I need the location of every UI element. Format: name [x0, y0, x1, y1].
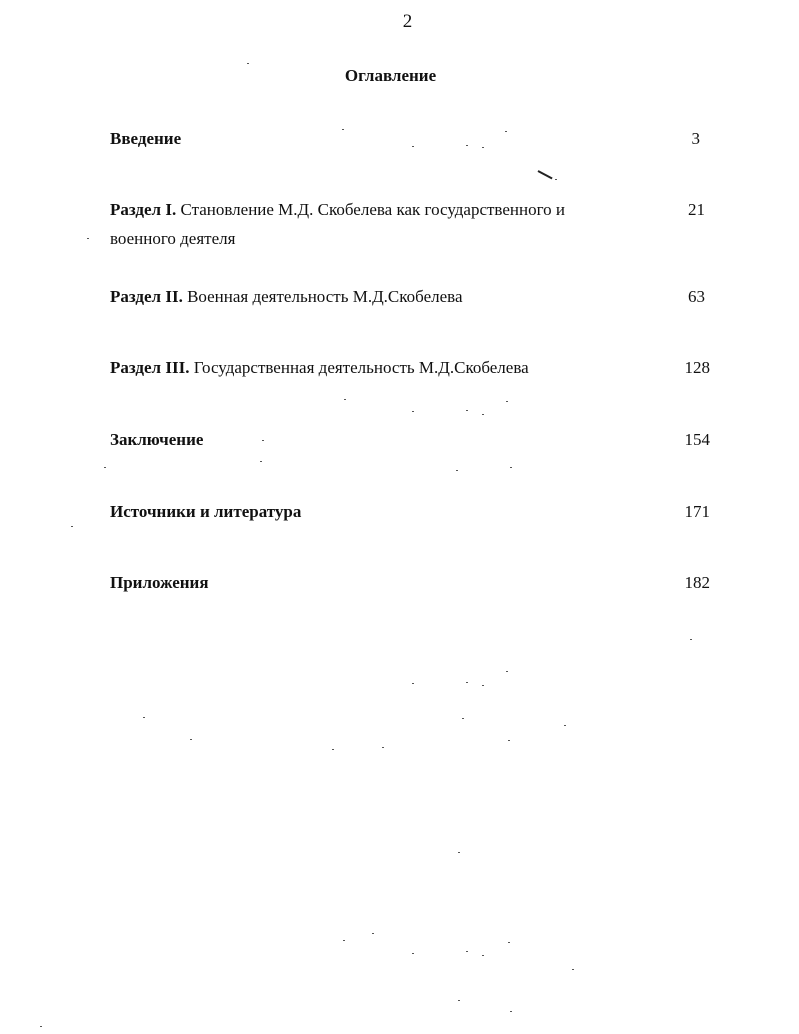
toc-entry-section-1: [110, 195, 710, 253]
scan-speck: [506, 401, 508, 402]
toc-entry-section-3: [110, 353, 710, 382]
toc-entry-title: Военная деятельность М.Д.Скобелева: [182, 287, 463, 306]
scan-speck: [332, 749, 334, 750]
scan-speck: [412, 683, 414, 684]
scan-speck: [466, 951, 468, 952]
scan-speck: [572, 969, 574, 970]
scan-speck: [466, 410, 468, 411]
scan-speck: [40, 1026, 42, 1027]
scan-speck: [482, 955, 484, 956]
toc-entry-text: [110, 425, 630, 454]
toc-entry-conclusion: [110, 425, 710, 454]
toc-entry-text: [110, 353, 630, 382]
scan-speck: [482, 414, 484, 415]
toc-entry-appendices: [110, 568, 710, 597]
scan-speck: [555, 179, 557, 180]
scan-speck: [412, 953, 414, 954]
scan-speck: [505, 131, 507, 132]
toc-entry-label: Заключение: [110, 430, 204, 449]
scan-speck: [458, 1000, 460, 1001]
toc-entry-label: Раздел III.: [110, 358, 190, 377]
toc-entry-title: Государственная деятельность М.Д.Скобелева: [189, 358, 529, 377]
scan-speck: [458, 852, 460, 853]
toc-entry-text: [110, 195, 630, 253]
scan-speck: [506, 671, 508, 672]
scan-speck: [564, 725, 566, 726]
scan-speck: [87, 238, 89, 239]
scan-speck: [508, 942, 510, 943]
toc-entry-label: Источники и литература: [110, 502, 302, 521]
page-number: 2: [402, 11, 413, 32]
scan-speck: [508, 740, 510, 741]
toc-entry-sources: [110, 497, 710, 526]
scan-speck: [342, 129, 344, 130]
toc-entry-page: 128: [684, 358, 710, 377]
toc-entry-page: 171: [684, 502, 710, 521]
scan-speck: [382, 747, 384, 748]
toc-entry-label: Раздел I.: [110, 200, 177, 219]
scan-speck: [260, 461, 262, 462]
scan-speck: [482, 147, 484, 148]
scan-speck: [104, 467, 106, 468]
scan-mark: [538, 170, 553, 179]
toc-entry-introduction: [110, 124, 710, 153]
scan-speck: [262, 440, 264, 441]
scan-speck: [482, 685, 484, 686]
scan-speck: [466, 145, 468, 146]
toc-entry-label: Введение: [110, 129, 182, 148]
scan-speck: [190, 739, 192, 740]
scan-speck: [462, 718, 464, 719]
toc-entry-page: 21: [688, 200, 705, 219]
toc-entry-title: Становление М.Д. Скобелева как государственного и военного деятеля: [110, 200, 565, 248]
scan-speck: [466, 682, 468, 683]
toc-entry-page: 182: [684, 573, 710, 592]
scan-speck: [143, 717, 145, 718]
toc-entry-page: 154: [684, 430, 710, 449]
scan-speck: [510, 467, 512, 468]
scan-speck: [690, 639, 692, 640]
scan-speck: [412, 411, 414, 412]
toc-entry-page: 63: [688, 287, 705, 306]
toc-entry-label: Раздел II.: [110, 287, 183, 306]
toc-title: Оглавление: [344, 66, 437, 85]
scan-speck: [71, 526, 73, 527]
scan-speck: [510, 1011, 512, 1012]
toc-entry-text: [110, 282, 630, 311]
toc-entry-text: [110, 497, 630, 526]
toc-entry-label: Приложения: [110, 573, 209, 592]
scan-speck: [372, 933, 374, 934]
scan-speck: [344, 399, 346, 400]
scan-speck: [412, 146, 414, 147]
scan-speck: [456, 470, 458, 471]
scan-speck: [343, 940, 345, 941]
toc-entry-text: [110, 124, 630, 153]
toc-entry-section-2: [110, 282, 710, 311]
scan-speck: [247, 63, 249, 64]
toc-entry-page: 3: [691, 129, 700, 148]
toc-entry-text: [110, 568, 630, 597]
